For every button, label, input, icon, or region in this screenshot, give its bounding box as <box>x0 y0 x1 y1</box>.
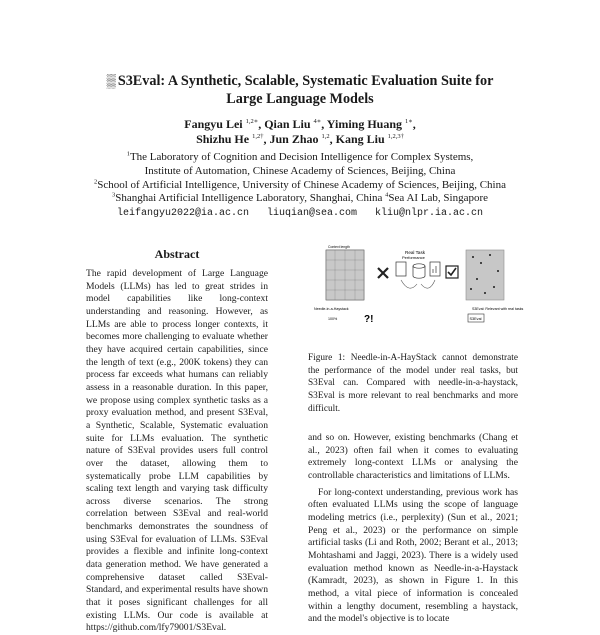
percent-label: 100% <box>328 317 338 321</box>
needle-label: Needle-in-a-Haystack <box>314 307 349 311</box>
email-addresses: leifangyu2022@ia.ac.cn liuqian@sea.com kliu@nlpr.ia.ac.cn <box>116 208 484 220</box>
real-task-label: Real Task <box>405 250 426 255</box>
s3eval-relevant-label: S3Eval: Relevant with real tasks <box>472 307 524 311</box>
affiliation-4: Sea AI Lab, Singapore <box>388 192 489 205</box>
performance-label: Performance <box>402 255 425 260</box>
title-line2: Large Language Models <box>226 91 374 107</box>
author: Yiming Huang $^{1∗}$ <box>326 117 413 131</box>
figure-1-caption: Figure 1: Needle-in-A-HayStack cannot demonstrate the performance of the model under real tasks, but S3Eval can. Compared with needle-in-a-haystack, S3Eval is more relevant to real benchmarks and more difficult. <box>308 353 518 414</box>
author: Kang Liu $^{1,2,3\dagger}$ <box>335 132 404 146</box>
author: Fangyu Lei $^{1,2∗}$ <box>184 117 259 131</box>
title-line1: S3Eval: A Synthetic, Scalable, Systematic Evaluation Suite for <box>117 73 494 89</box>
author: Shizhu He $^{1,2\dagger}$ <box>196 132 264 146</box>
affiliation-1-cont: Institute of Automation, Chinese Academy of Sciences, Beijing, China <box>144 164 456 177</box>
abstract-heading: Abstract <box>154 247 200 261</box>
figure-1-graphic <box>308 242 524 336</box>
affiliation-3: Shanghai Artificial Intelligence Laboratory, Shanghai, China <box>115 192 383 205</box>
chart-icon <box>430 262 440 276</box>
author: Jun Zhao $^{1,2}$ <box>269 132 330 146</box>
paragraph: and so on. However, existing benchmarks (Chang et al., 2023) often fail when it comes to evaluating extremely long-context LLMs or analysing the controllable characteristics and limitations of LLMs. <box>308 432 518 481</box>
flow-arrows-icon <box>401 280 435 288</box>
s3eval-logo-icon: ▒ <box>106 73 116 88</box>
checkmark-icon <box>446 266 458 278</box>
abstract-text: The rapid development of Large Language Models (LLMs) has led to great strides in model capabilities like long-context understanding and reasoning. However, as LLMs are able to process longer contexts, it becomes more challenging to evaluate whether they have acquired certain capabilities, since the length of text (e.g., 200K tokens) they can process far exceeds what humans can reliably assess in a reasonable duration. In this paper, we propose using complex synthetic tasks as a proxy evaluation method, and present S3Eval, a Synthetic, Scalable, Systematic evaluation suite for LLMs evaluation. The synthetic nature of S3Eval provides users full control over the dataset, allowing them to systematically probe LLM capabilities by scaling text length and varying task difficulty across diverse scenarios. The strong correlation between S3Eval and real-world benchmarks demonstrates the soundness of using S3Eval for evaluation of LLMs. S3Eval provides a flexible and infinite long-context data generation method. We have generated a comprehensive dataset called S3Eval-Standard, and experimental results have shown that it poses significant challenges for all existing LLMs. Our code is available at https://github.com/lfy79001/S3Eval. <box>86 268 268 634</box>
affiliations: $^1$The Laboratory of Cognition and Decision Intelligence for Complex Systems, Institute of Automation, Chinese Academy of Sciences, Beijing, China $^2$School of Artificial Intelligence, University of Chinese Academy of Sciences, Beijing, China $^3$Shanghai Artificial Intelligence Laboratory, Shanghai, China $^4$Sea AI Lab, Singapore leifangyu2022@ia.ac.cn liuqian@sea.com kliu@nlpr.ia.ac.cn <box>94 150 506 220</box>
body-text-right-column <box>308 432 518 626</box>
affiliation-1: The Laboratory of Cognition and Decision Intelligence for Complex Systems, <box>129 151 474 163</box>
paper-title <box>60 72 540 108</box>
cross-icon <box>378 268 388 278</box>
author-list: Fangyu Lei $^{1,2∗}$, Qian Liu $^{4∗}$, Yiming Huang $^{1∗}$, Shizhu He $^{1,2\dagger}$, Jun Zhao $^{1,2}$, Kang Liu $^{1,2,3\dagger}$ <box>184 117 416 146</box>
database-icon <box>413 264 425 278</box>
document-icon <box>396 262 406 276</box>
affiliation-2: School of Artificial Intelligence, University of Chinese Academy of Sciences, Beijing, China <box>97 178 506 191</box>
question-marks-icon: ?! <box>364 314 374 325</box>
s3eval-badge-label: S3Eval <box>469 317 482 321</box>
paragraph: For long-context understanding, previous work has often evaluated LLMs using the scope of language modeling metrics (i.e., perplexity) (Sun et al., 2021; Peng et al., 2023) or the performance on simple artificial tasks (Li and Roth, 2002; Berant et al., 2013; Mohtashami and Jaggi, 2023). There is a widely used evaluation method known as Needle-in-a-Haystack (Kamradt, 2023), as shown in Figure 1. In this method, a vital piece of information is concealed within a lengthy document, resembling a haystack, and the model's objective is to locate <box>308 486 518 625</box>
figure-1 <box>308 242 524 336</box>
context-length-label: Context length <box>328 245 350 249</box>
author: Qian Liu $^{4∗}$ <box>264 117 322 131</box>
